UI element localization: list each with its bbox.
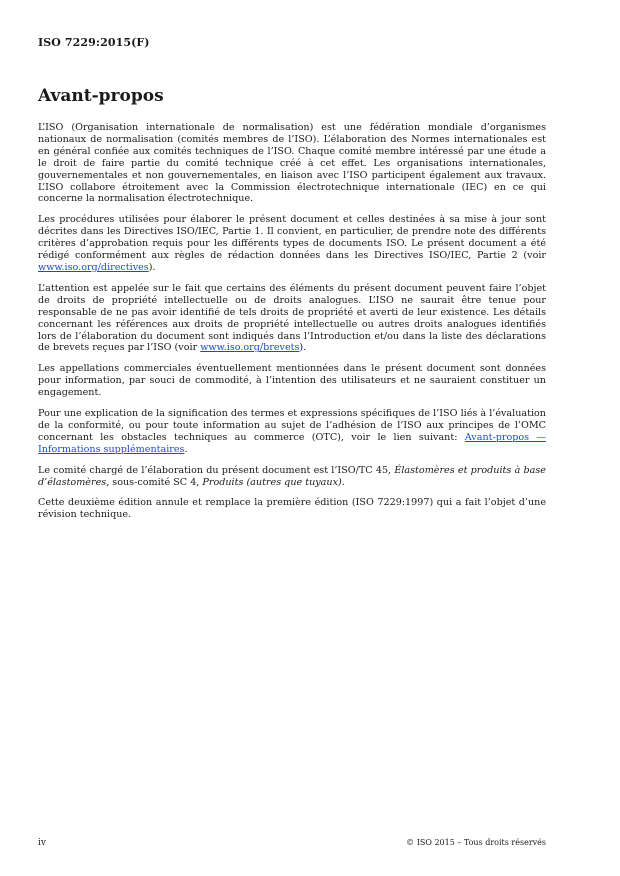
paragraph-patents bbox=[38, 283, 546, 354]
subcommittee-title: Produits (autres que tuyaux) bbox=[202, 476, 342, 488]
paragraph-text: Les procédures utilisées pour élaborer le présent document et celles destinées à sa mise à jour sont décrites dans les Directives ISO/IEC, Partie 1. Il convient, en particulier, de prendre note des différents critères d’approbation requis pour les différents types de documents ISO. Le présent document a été rédigé conformément aux règles de rédaction données dans les Directives ISO/IEC, Partie 2 (voir bbox=[38, 214, 546, 262]
paragraph-end: . bbox=[184, 443, 188, 455]
paragraph-end: . bbox=[341, 476, 345, 488]
copyright-notice: © ISO 2015 – Tous droits réservés bbox=[406, 838, 546, 847]
committee-title: Élastomères et produits à base d’élastomères bbox=[38, 464, 546, 488]
page-number: iv bbox=[38, 838, 46, 848]
paragraph-trade-names: Les appellations commerciales éventuellement mentionnées dans le présent document sont données pour information, par souci de commodité, à l’intention des utilisateurs et ne sauraient constituer un engagement. bbox=[38, 363, 546, 399]
supplementary-info-link[interactable]: Avant-propos — Informations supplémentaires bbox=[38, 431, 546, 455]
paragraph-text: L’attention est appelée sur le fait que certains des éléments du présent document peuvent faire l’objet de droits de propriété intellectuelle ou de droits analogues. L’ISO ne saurait être tenue pour responsable de ne pas avoir identifié de tels droits de propriété et averti de leur existence. Les détails concernant les références aux droits de propriété intellectuelle ou autres droits analogues identifiés lors de l’élaboration du document sont indiqués dans l’Introduction et/ou dans la liste des déclarations de brevets reçues par l’ISO (voir bbox=[38, 282, 546, 354]
paragraph-committee bbox=[38, 465, 546, 489]
paragraph-procedures bbox=[38, 214, 546, 274]
patents-link[interactable]: www.iso.org/brevets bbox=[200, 342, 300, 354]
paragraph-text: , sous-comité SC 4, bbox=[106, 476, 203, 488]
paragraph-edition: Cette deuxième édition annule et remplace la première édition (ISO 7229:1997) qui a fait l’objet d’une révision technique. bbox=[38, 497, 546, 521]
paragraph-end: ). bbox=[299, 342, 307, 354]
page-title: Avant-propos bbox=[38, 86, 164, 106]
directives-link[interactable]: www.iso.org/directives bbox=[38, 261, 149, 273]
paragraph-conformity bbox=[38, 408, 546, 456]
foreword-body bbox=[38, 122, 546, 530]
paragraph-text: Pour une explication de la signification des termes et expressions spécifiques de l’ISO liés à l’évaluation de la conformité, ou pour toute information au sujet de l’adhésion de l’ISO aux principes de l’OMC concernant les obstacles techniques au commerce (OTC), voir le lien suivant: bbox=[38, 408, 546, 443]
paragraph-iso-organisation: L’ISO (Organisation internationale de normalisation) est une fédération mondiale d’organismes nationaux de normalisation (comités membres de l’ISO). L’élaboration des Normes internationales est en général confiée aux comités techniques de l’ISO. Chaque comité membre intéressé par une étude a le droit de faire partie du comité technique créé à cet effet. Les organisations internationales, gouvernementales et non gouvernementales, en liaison avec l’ISO participent également aux travaux. L’ISO collabore étroitement avec la Commission électrotechnique internationale (IEC) en ce qui concerne la normalisation électrotechnique. bbox=[38, 122, 546, 205]
paragraph-end: ). bbox=[148, 261, 156, 273]
document-id: ISO 7229:2015(F) bbox=[38, 36, 150, 49]
paragraph-text: Le comité chargé de l’élaboration du présent document est l’ISO/TC 45, bbox=[38, 464, 395, 476]
